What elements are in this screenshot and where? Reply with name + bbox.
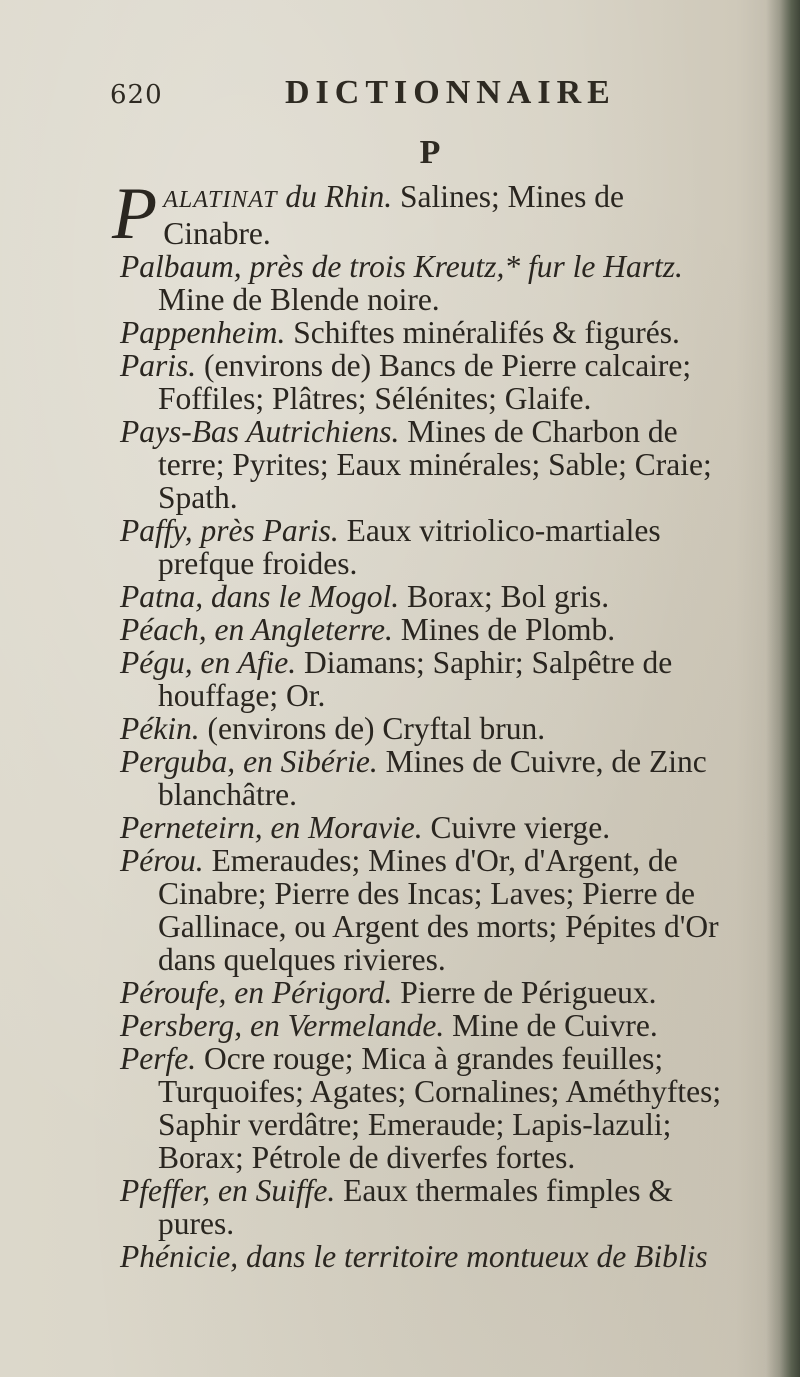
entry-description: (environs de) Bancs de Pierre calcaire; Foffiles; Plâtres; Sélénites; Glaife.: [158, 348, 692, 416]
entry-term: Perfe.: [120, 1041, 197, 1076]
entry-description: Cuivre vierge.: [430, 810, 611, 845]
entry-description: Diamans; Saphir; Salpêtre de houffage; Or.: [158, 645, 673, 713]
entry-term: Pérou.: [120, 843, 204, 878]
dictionary-entries: [112, 173, 730, 1274]
entry-description: Eaux vitriolico-martiales prefque froides.: [158, 513, 661, 581]
dictionary-entry: [120, 712, 730, 745]
dictionary-entry: [120, 1240, 730, 1273]
entry-region: du Rhin.: [285, 179, 393, 214]
entry-description: Schiftes minéralifés & figurés.: [293, 315, 680, 350]
page-edge-shadow: [766, 0, 800, 1377]
page-number: 620: [110, 80, 163, 110]
entry-description: Ocre rouge; Mica à grandes feuilles; Turquoifes; Agates; Cornalines; Améthyftes; Saphir verdâtre; Emeraude; Lapis-lazuli; Borax; Pétrole de diverfes fortes.: [158, 1041, 722, 1175]
entry-description: Mines de Plomb.: [400, 612, 616, 647]
entry-term: Palbaum,: [120, 249, 242, 284]
entry-region: près de trois Kreutz,* fur le Hartz.: [249, 249, 683, 284]
entry-region: en Sibérie.: [243, 744, 378, 779]
entry-term: Pékin.: [120, 711, 200, 746]
entry-description: Borax; Bol gris.: [406, 579, 610, 614]
entry-region: en Moravie.: [270, 810, 423, 845]
dictionary-entry: [120, 976, 730, 1009]
dictionary-entry: [120, 349, 730, 415]
entry-term: Perneteirn,: [120, 810, 263, 845]
entry-description: Mine de Blende noire.: [158, 282, 440, 317]
entry-term: Phénicie,: [120, 1239, 239, 1274]
entry-description: Eaux thermales fimples & pures.: [158, 1173, 673, 1241]
running-title: DICTIONNAIRE: [285, 74, 616, 111]
dictionary-entry: [120, 613, 730, 646]
entry-region: dans le territoire montueux de Biblis: [245, 1239, 708, 1274]
entry-term: Perguba,: [120, 744, 236, 779]
entry-term: Pays-Bas Autrichiens.: [120, 414, 400, 449]
entry-description: Mines de Cuivre, de Zinc blanchâtre.: [158, 744, 707, 812]
dictionary-entry: [120, 844, 730, 976]
dictionary-entry: [120, 745, 730, 811]
entry-description: Salines; Mines de Cinabre.: [163, 179, 624, 251]
entry-description: Emeraudes; Mines d'Or, d'Argent, de Cinabre; Pierre des Incas; Laves; Pierre de Gallinace, ou Argent des morts; Pépites d'Or dans quelques rivieres.: [158, 843, 719, 977]
entry-region: en Périgord.: [234, 975, 393, 1010]
section-letter: P: [419, 134, 441, 171]
entry-term: Pégu,: [120, 645, 193, 680]
entry-term: Persberg,: [120, 1008, 243, 1043]
entry-term: Pappenheim.: [120, 315, 286, 350]
entry-description: Mines de Charbon de terre; Pyrites; Eaux minérales; Sable; Craie; Spath.: [158, 414, 712, 515]
dictionary-entry: [120, 514, 730, 580]
running-header: [100, 74, 700, 114]
entry-term: Péroufe,: [120, 975, 227, 1010]
dictionary-entry: [120, 811, 730, 844]
dictionary-entry: [112, 173, 730, 255]
entry-region: en Afie.: [200, 645, 297, 680]
drop-cap: P: [112, 173, 158, 255]
entry-term: Péach,: [120, 612, 207, 647]
entry-region: dans le Mogol.: [211, 579, 400, 614]
entry-term: Paffy,: [120, 513, 193, 548]
entry-term: Pfeffer,: [120, 1173, 211, 1208]
dictionary-entry: [120, 316, 730, 349]
entry-region: en Suiffe.: [217, 1173, 336, 1208]
entry-region: en Vermelande.: [250, 1008, 445, 1043]
entry-term: ALATINAT: [163, 187, 278, 213]
dictionary-entry: [120, 1042, 730, 1174]
entry-term: Patna,: [120, 579, 204, 614]
entry-region: près Paris.: [200, 513, 339, 548]
entry-term: Paris.: [120, 348, 197, 383]
dictionary-entry: [120, 1009, 730, 1042]
entry-region: en Angleterre.: [214, 612, 393, 647]
dictionary-entry: [120, 646, 730, 712]
dictionary-entry: [120, 250, 730, 316]
dictionary-entry: [120, 580, 730, 613]
dictionary-entry: [120, 1174, 730, 1240]
entry-description: Mine de Cuivre.: [452, 1008, 658, 1043]
entry-description: (environs de) Cryftal brun.: [207, 711, 546, 746]
entry-description: Pierre de Périgueux.: [400, 975, 657, 1010]
dictionary-entry: [120, 415, 730, 514]
